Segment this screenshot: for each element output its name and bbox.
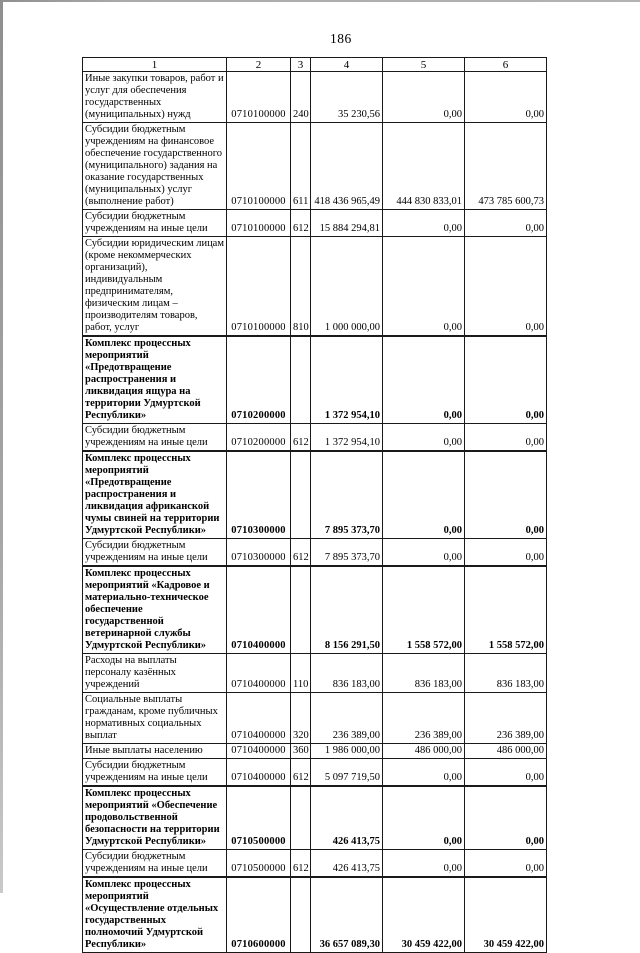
cell-amount-col6: 0,00: [465, 210, 547, 237]
scan-edge-left: [0, 0, 3, 893]
table-row: [83, 424, 547, 452]
cell-amount-col5: 0,00: [383, 237, 465, 337]
table-row: [83, 759, 547, 787]
cell-amount-col4: 15 884 294,81: [311, 210, 383, 237]
section-row: [83, 566, 547, 654]
table-row: [83, 123, 547, 210]
cell-expense-type: [291, 786, 311, 850]
cell-amount-col6: 0,00: [465, 336, 547, 424]
cell-amount-col4: 36 657 089,30: [311, 877, 383, 953]
cell-name: Социальные выплаты гражданам, кроме публичных нормативных социальных выплат: [83, 693, 227, 744]
cell-amount-col5: 0,00: [383, 850, 465, 878]
cell-name: Комплекс процессных мероприятий «Предотвращение распространения и ликвидация ящура на территории Удмуртской Республики»: [83, 336, 227, 424]
cell-amount-col5: 836 183,00: [383, 654, 465, 693]
column-header: 6: [465, 58, 547, 72]
cell-name: Субсидии бюджетным учреждениям на финансовое обеспечение государственного (муниципального) задания на оказание государственных (муниципальных) услуг (выполнение работ): [83, 123, 227, 210]
cell-amount-col4: 7 895 373,70: [311, 539, 383, 567]
cell-expense-type: [291, 336, 311, 424]
cell-amount-col5: 0,00: [383, 759, 465, 787]
cell-target-code: 0710100000: [227, 72, 291, 123]
cell-amount-col4: 418 436 965,49: [311, 123, 383, 210]
cell-expense-type: 110: [291, 654, 311, 693]
cell-amount-col4: 236 389,00: [311, 693, 383, 744]
cell-amount-col5: 0,00: [383, 786, 465, 850]
cell-name: Субсидии бюджетным учреждениям на иные цели: [83, 424, 227, 452]
cell-target-code: 0710500000: [227, 850, 291, 878]
table-body: [83, 72, 547, 953]
cell-name: Иные выплаты населению: [83, 744, 227, 759]
cell-expense-type: 810: [291, 237, 311, 337]
cell-amount-col4: 836 183,00: [311, 654, 383, 693]
cell-amount-col5: 0,00: [383, 210, 465, 237]
cell-amount-col6: 0,00: [465, 759, 547, 787]
cell-amount-col6: 0,00: [465, 539, 547, 567]
cell-expense-type: 612: [291, 759, 311, 787]
section-row: [83, 336, 547, 424]
cell-amount-col5: 30 459 422,00: [383, 877, 465, 953]
cell-amount-col6: 0,00: [465, 786, 547, 850]
cell-amount-col4: 1 372 954,10: [311, 424, 383, 452]
cell-expense-type: 240: [291, 72, 311, 123]
cell-amount-col5: 486 000,00: [383, 744, 465, 759]
cell-name: Комплекс процессных мероприятий «Кадровое и материально-техническое обеспечение государственной ветеринарной службы Удмуртской Республики»: [83, 566, 227, 654]
cell-amount-col4: 7 895 373,70: [311, 451, 383, 539]
cell-target-code: 0710200000: [227, 336, 291, 424]
table-row: [83, 210, 547, 237]
cell-amount-col5: 236 389,00: [383, 693, 465, 744]
section-row: [83, 877, 547, 953]
table-row: [83, 72, 547, 123]
cell-amount-col5: 444 830 833,01: [383, 123, 465, 210]
cell-amount-col5: 0,00: [383, 424, 465, 452]
cell-target-code: 0710600000: [227, 877, 291, 953]
cell-expense-type: [291, 566, 311, 654]
cell-amount-col6: 0,00: [465, 850, 547, 878]
cell-target-code: 0710300000: [227, 539, 291, 567]
cell-expense-type: [291, 451, 311, 539]
cell-target-code: 0710200000: [227, 424, 291, 452]
cell-amount-col6: 30 459 422,00: [465, 877, 547, 953]
cell-expense-type: 360: [291, 744, 311, 759]
cell-name: Иные закупки товаров, работ и услуг для обеспечения государственных (муниципальных) нужд: [83, 72, 227, 123]
cell-name: Комплекс процессных мероприятий «Осуществление отдельных государственных полномочий Удмуртской Республики»: [83, 877, 227, 953]
column-header: 2: [227, 58, 291, 72]
cell-target-code: 0710400000: [227, 744, 291, 759]
column-header: 4: [311, 58, 383, 72]
cell-target-code: 0710400000: [227, 566, 291, 654]
cell-amount-col4: 426 413,75: [311, 786, 383, 850]
cell-amount-col4: 1 986 000,00: [311, 744, 383, 759]
table-row: [83, 654, 547, 693]
column-header: 3: [291, 58, 311, 72]
cell-target-code: 0710100000: [227, 123, 291, 210]
cell-name: Расходы на выплаты персоналу казённых учреждений: [83, 654, 227, 693]
table-row: [83, 744, 547, 759]
cell-amount-col4: 1 372 954,10: [311, 336, 383, 424]
cell-expense-type: 612: [291, 539, 311, 567]
cell-amount-col6: 486 000,00: [465, 744, 547, 759]
table-row: [83, 237, 547, 337]
table-row: [83, 539, 547, 567]
budget-table: [82, 57, 547, 953]
column-header: 1: [83, 58, 227, 72]
cell-amount-col4: 35 230,56: [311, 72, 383, 123]
cell-amount-col6: 236 389,00: [465, 693, 547, 744]
cell-amount-col6: 0,00: [465, 424, 547, 452]
section-row: [83, 451, 547, 539]
table-row: [83, 693, 547, 744]
cell-amount-col4: 426 413,75: [311, 850, 383, 878]
cell-amount-col5: 1 558 572,00: [383, 566, 465, 654]
cell-amount-col6: 473 785 600,73: [465, 123, 547, 210]
cell-expense-type: 320: [291, 693, 311, 744]
cell-name: Комплекс процессных мероприятий «Предотвращение распространения и ликвидация африканской чумы свиней на территории Удмуртской Республики»: [83, 451, 227, 539]
cell-name: Субсидии бюджетным учреждениям на иные цели: [83, 759, 227, 787]
cell-amount-col6: 0,00: [465, 72, 547, 123]
cell-amount-col5: 0,00: [383, 451, 465, 539]
cell-name: Субсидии юридическим лицам (кроме некоммерческих организаций), индивидуальным предпринимателям, физическим лицам – производителям товаров, работ, услуг: [83, 237, 227, 337]
table-header-row: [83, 58, 547, 72]
cell-name: Субсидии бюджетным учреждениям на иные цели: [83, 210, 227, 237]
cell-target-code: 0710100000: [227, 210, 291, 237]
cell-amount-col4: 1 000 000,00: [311, 237, 383, 337]
cell-target-code: 0710300000: [227, 451, 291, 539]
column-header: 5: [383, 58, 465, 72]
cell-name: Субсидии бюджетным учреждениям на иные цели: [83, 539, 227, 567]
cell-target-code: 0710100000: [227, 237, 291, 337]
table-row: [83, 850, 547, 878]
cell-amount-col4: 8 156 291,50: [311, 566, 383, 654]
cell-expense-type: 611: [291, 123, 311, 210]
cell-expense-type: [291, 877, 311, 953]
cell-amount-col5: 0,00: [383, 336, 465, 424]
cell-target-code: 0710500000: [227, 786, 291, 850]
cell-amount-col4: 5 097 719,50: [311, 759, 383, 787]
cell-name: Комплекс процессных мероприятий «Обеспечение продовольственной безопасности на территории Удмуртской Республики»: [83, 786, 227, 850]
cell-target-code: 0710400000: [227, 693, 291, 744]
scan-edge-top: [0, 0, 640, 2]
cell-amount-col6: 836 183,00: [465, 654, 547, 693]
cell-expense-type: 612: [291, 424, 311, 452]
page-number: 186: [330, 31, 352, 46]
cell-amount-col6: 0,00: [465, 237, 547, 337]
cell-name: Субсидии бюджетным учреждениям на иные цели: [83, 850, 227, 878]
cell-amount-col5: 0,00: [383, 72, 465, 123]
cell-target-code: 0710400000: [227, 759, 291, 787]
cell-amount-col5: 0,00: [383, 539, 465, 567]
cell-target-code: 0710400000: [227, 654, 291, 693]
cell-expense-type: 612: [291, 210, 311, 237]
cell-amount-col6: 1 558 572,00: [465, 566, 547, 654]
section-row: [83, 786, 547, 850]
cell-amount-col6: 0,00: [465, 451, 547, 539]
cell-expense-type: 612: [291, 850, 311, 878]
